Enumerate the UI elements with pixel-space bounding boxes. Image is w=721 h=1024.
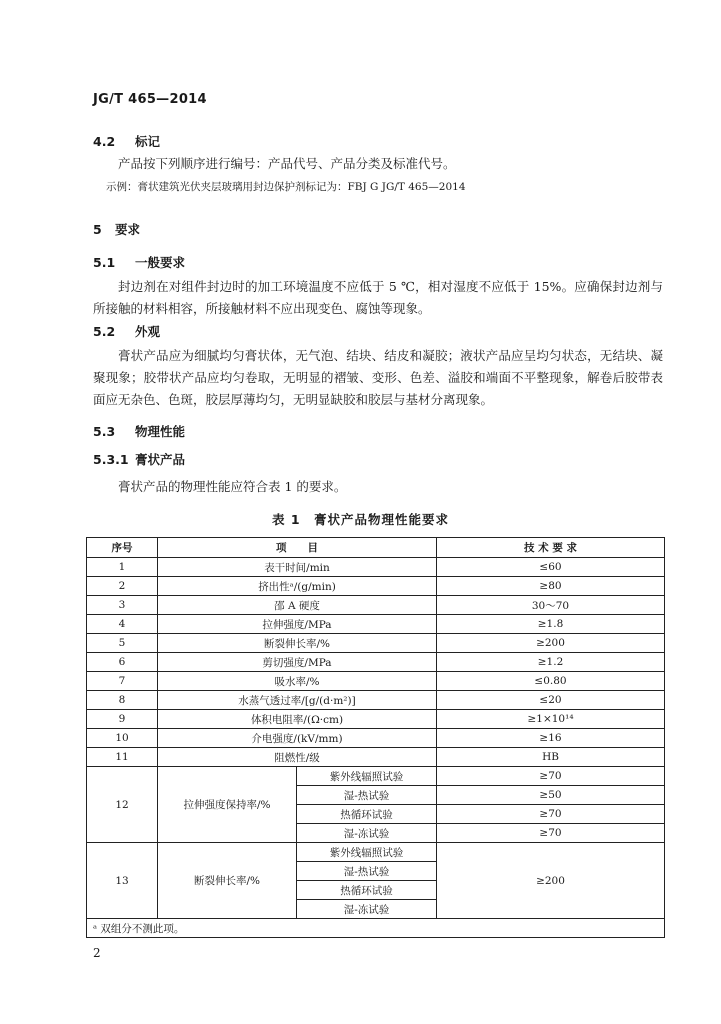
page-number: 2 [93,946,101,960]
sub-test: 湿-热试验 [297,786,437,805]
section-5-2-heading [93,322,160,340]
sub-test: 湿-冻试验 [297,900,437,919]
row-requirement: ≤20 [437,691,665,710]
row-item: 挤出性ᵃ/(g/min) [158,577,437,596]
section-title: 一般要求 [135,255,186,270]
table-caption: 表 1 膏状产品物理性能要求 [271,512,450,527]
row-item: 邵 A 硬度 [158,596,437,615]
row-item: 体积电阻率/(Ω·cm) [158,710,437,729]
section-4-2-heading [93,132,160,150]
sub-test: 湿-冻试验 [297,824,437,843]
row-item: 拉伸强度/MPa [158,615,437,634]
row-requirement: ≥200 [437,843,665,919]
table-row [87,729,665,748]
section-4-2-text: 产品按下列顺序进行编号：产品代号、产品分类及标准代号。 [118,156,456,171]
table-row [87,710,665,729]
standard-code: JG/T 465—2014 [93,92,207,107]
row-requirement: ≥70 [437,767,665,786]
row-item: 介电强度/(kV/mm) [158,729,437,748]
row-no: 10 [87,729,158,748]
row-requirement: ≤60 [437,558,665,577]
section-number: 5 [93,222,102,237]
sub-test: 湿-热试验 [297,862,437,881]
table-row [87,577,665,596]
table-row [87,558,665,577]
row-requirement: HB [437,748,665,767]
row-requirement: ≥1.8 [437,615,665,634]
section-number: 5.1 [93,255,116,270]
row-item: 吸水率/% [158,672,437,691]
header-requirement: 技 术 要 求 [437,538,665,558]
section-5-1-text: 封边剂在对组件封边时的加工环境温度不应低于 5 ℃，相对湿度不应低于 15%。应确保封边剂与所接触的材料相容，所接触材料不应出现变色、腐蚀等现象。 [93,279,663,316]
row-no: 9 [87,710,158,729]
section-5-2-text: 膏状产品应为细腻均匀膏状体，无气泡、结块、结皮和凝胶；液状产品应呈均匀状态，无结块、凝聚现象；胶带状产品应均匀卷取，无明显的褶皱、变形、色差、溢胶和端面不平整现象，解卷后胶带表面应无杂色、色斑，胶层厚薄均匀，无明显缺胶和胶层与基材分离现象。 [93,348,663,407]
sub-test: 紫外线辐照试验 [297,843,437,862]
section-5-1-heading [93,253,185,271]
section-number: 5.2 [93,324,116,339]
row-no: 1 [87,558,158,577]
row-no: 4 [87,615,158,634]
row-no: 6 [87,653,158,672]
row-requirement: ≥16 [437,729,665,748]
row-no: 5 [87,634,158,653]
row-item: 阻燃性/级 [158,748,437,767]
row-item: 表干时间/min [158,558,437,577]
row-no: 11 [87,748,158,767]
row-requirement: ≥50 [437,786,665,805]
table-row [87,653,665,672]
row-item: 剪切强度/MPa [158,653,437,672]
section-number: 5.3 [93,424,116,439]
row-requirement: ≥80 [437,577,665,596]
table-note: ᵃ 双组分不测此项。 [87,919,665,938]
table-header-row [87,538,665,558]
section-4-2-example: 示例：膏状建筑光伏夹层玻璃用封边保护剂标记为：FBJ G JG/T 465—2014 [106,181,466,193]
row-requirement: ≤0.80 [437,672,665,691]
section-title: 物理性能 [135,424,186,439]
section-title: 要求 [115,222,141,237]
row-item: 拉伸强度保持率/% [158,767,297,843]
row-requirement: ≥70 [437,805,665,824]
table-row [87,691,665,710]
sub-test: 热循环试验 [297,805,437,824]
section-title: 外观 [135,324,161,339]
row-requirement: ≥200 [437,634,665,653]
row-requirement: 30～70 [437,596,665,615]
table-note-row [87,919,665,938]
table-row-13 [87,843,665,862]
row-requirement: ≥70 [437,824,665,843]
row-no: 13 [87,843,158,919]
row-no: 8 [87,691,158,710]
row-item: 断裂伸长率/% [158,843,297,919]
section-5-heading [93,220,140,238]
header-item: 项 目 [158,538,437,558]
row-no: 2 [87,577,158,596]
row-requirement: ≥1×10¹⁴ [437,710,665,729]
table-row [87,748,665,767]
table-row-12 [87,767,665,786]
section-number: 4.2 [93,134,116,149]
properties-table [86,537,665,938]
section-5-3-heading [93,422,185,440]
row-requirement: ≥1.2 [437,653,665,672]
section-title: 膏状产品 [135,452,186,467]
row-item: 断裂伸长率/% [158,634,437,653]
row-item: 水蒸气透过率/[g/(d·m²)] [158,691,437,710]
section-5-3-1-text: 膏状产品的物理性能应符合表 1 的要求。 [118,479,347,494]
table-row [87,672,665,691]
table-row [87,615,665,634]
section-5-3-1-heading [93,450,185,468]
row-no: 3 [87,596,158,615]
table-row [87,596,665,615]
row-no: 7 [87,672,158,691]
table-row [87,634,665,653]
section-title: 标记 [135,134,161,149]
header-no: 序号 [87,538,158,558]
row-no: 12 [87,767,158,843]
sub-test: 紫外线辐照试验 [297,767,437,786]
section-number: 5.3.1 [93,452,129,467]
sub-test: 热循环试验 [297,881,437,900]
